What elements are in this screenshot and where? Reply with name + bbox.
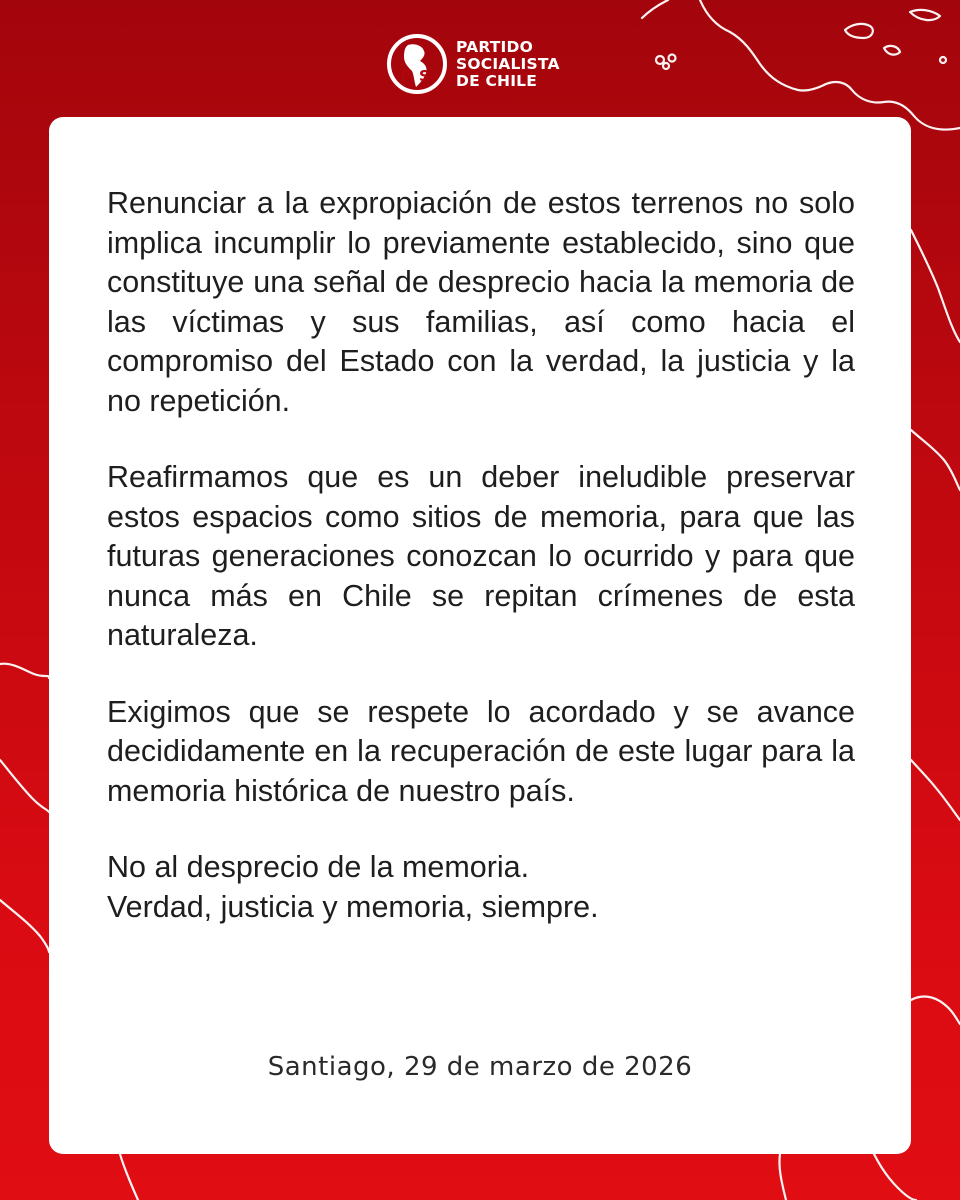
closing-slogan [107, 848, 855, 927]
org-name-line-3: DE CHILE [456, 71, 538, 90]
statement-paragraph-2: Reafirmamos que es un deber ineludible preservar estos espacios como sitios de memoria, para que las futuras generaciones conozcan lo ocurrido y para que nunca más en Chile se repitan crímenes de esta naturaleza. [107, 460, 855, 652]
svg-text:S: S [419, 67, 430, 85]
dateline: Santiago, 29 de marzo de 2026 [267, 1052, 693, 1082]
party-logo [386, 30, 606, 98]
statement-paragraph-3: Exigimos que se respete lo acordado y se avance decididamente en la recuperación de este lugar para la memoria histórica de nuestro país. [107, 694, 855, 808]
closing-line-2: Verdad, justicia y memoria, siempre. [107, 889, 599, 924]
org-name [456, 39, 560, 90]
org-name-line-2: SOCIALISTA [456, 54, 560, 73]
org-name-line-1: PARTIDO [456, 37, 533, 56]
logo-initials: P [400, 67, 411, 85]
closing-line-1: No al desprecio de la memoria. [107, 850, 530, 884]
statement-paragraph-1: Renunciar a la expropiación de estos terrenos no solo implica incumplir lo previamente establecido, sino que constituye una señal de desprecio hacia la memoria de las víctimas y sus familias, así como hacia el compromiso del Estado con la verdad, la justicia y la no repetición. [107, 186, 855, 418]
ps-emblem-icon [386, 33, 448, 95]
statement-card [49, 117, 911, 1154]
